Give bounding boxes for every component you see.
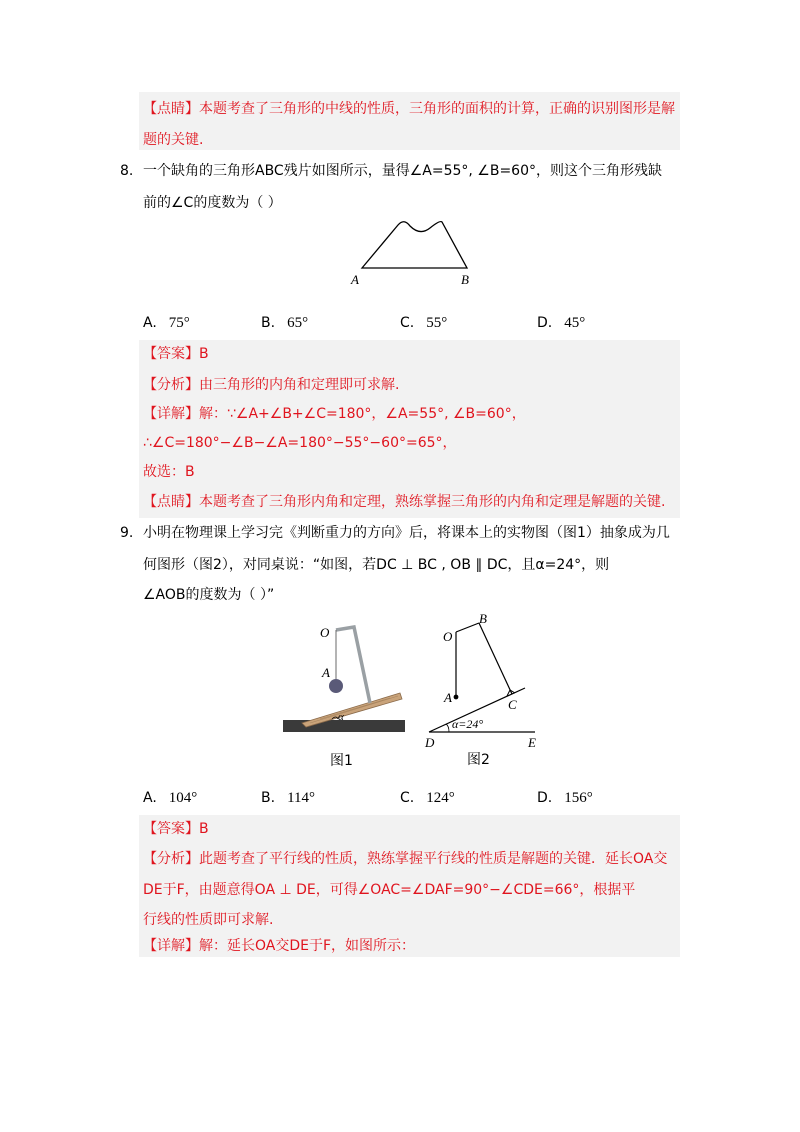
- question-8-stem-line2: 前的∠C的度数为（ ）: [143, 195, 282, 211]
- question-8-comment: 【点睛】本题考查了三角形内角和定理，熟练掌握三角形的内角和定理是解题的关键.: [143, 494, 666, 510]
- broken-triangle-outline: [362, 222, 467, 268]
- label-e: E: [528, 735, 536, 750]
- option-value: 75°: [168, 315, 190, 331]
- label-o: O: [320, 625, 330, 640]
- label-c: C: [508, 697, 517, 712]
- vertex-label-a: A: [351, 272, 359, 287]
- label-a: A: [444, 690, 452, 705]
- segment-ob: [456, 623, 479, 632]
- figure-2-caption: 图2: [467, 752, 490, 768]
- option-letter: B.: [261, 315, 276, 331]
- question-9-analysis-line2: DE于F，由题意得OA ⊥ DE，可得∠OAC=∠DAF=90°−∠CDE=66°，根据平: [143, 882, 636, 898]
- option-letter: B.: [261, 790, 276, 806]
- question-8-stem-line1: 一个缺角的三角形ABC残片如图所示，量得∠A=55°, ∠B=60°，则这个三角形残缺: [143, 163, 662, 179]
- question-8-choice: 故选：B: [143, 464, 195, 480]
- question-9-option-a[interactable]: [143, 788, 197, 808]
- comment-top-line2: 题的关键.: [143, 132, 204, 148]
- question-8-answer: 【答案】B: [143, 346, 209, 362]
- question-9-stem-line1: 小明在物理课上学习完《判断重力的方向》后，将课本上的实物图（图1）抽象成为几: [143, 525, 670, 541]
- option-value: 114°: [287, 790, 316, 806]
- option-letter: C.: [400, 315, 415, 331]
- question-8-detail-line2: ∴∠C=180°−∠B−∠A=180°−55°−60°=65°，: [143, 435, 457, 451]
- option-value: 55°: [426, 315, 448, 331]
- question-9-figure-2: [415, 605, 555, 770]
- label-angle: α=24°: [452, 717, 484, 731]
- option-value: 45°: [564, 315, 586, 331]
- label-alpha: α: [338, 711, 344, 723]
- question-8-detail-line1: 【详解】解：∵∠A+∠B+∠C=180°，∠A=55°, ∠B=60°，: [143, 406, 526, 422]
- question-8-option-c[interactable]: [400, 313, 447, 333]
- point-a-dot: [454, 695, 459, 700]
- option-letter: A.: [143, 315, 157, 331]
- segment-bc: [479, 623, 512, 694]
- option-letter: C.: [400, 790, 415, 806]
- question-9-figure-1: [280, 615, 410, 770]
- question-9-detail-line1: 【详解】解：延长OA交DE于F，如图所示：: [143, 938, 416, 954]
- question-8-option-a[interactable]: [143, 313, 190, 333]
- option-value: 104°: [168, 790, 198, 806]
- question-8-number: 8.: [120, 163, 134, 179]
- label-b: B: [479, 611, 487, 626]
- question-9-analysis-line1: 【分析】此题考查了平行线的性质，熟练掌握平行线的性质是解题的关键．延长OA交: [143, 851, 668, 867]
- stand-rod: [336, 627, 370, 703]
- question-8-option-b[interactable]: [261, 313, 308, 333]
- question-9-stem-line3: ∠AOB的度数为（ ）”: [143, 587, 275, 603]
- question-8-analysis: 【分析】由三角形的内角和定理即可求解.: [143, 377, 400, 393]
- option-letter: D.: [537, 790, 553, 806]
- question-9-option-b[interactable]: [261, 788, 315, 808]
- angle-arc-d: [446, 724, 449, 732]
- option-value: 156°: [564, 790, 593, 806]
- question-9-answer: 【答案】B: [143, 821, 209, 837]
- comment-top-line1: 【点睛】本题考查了三角形的中线的性质，三角形的面积的计算，正确的识别图形是解: [143, 101, 675, 117]
- table-base: [283, 720, 405, 732]
- option-letter: D.: [537, 315, 553, 331]
- question-9-stem-line2: 何图形（图2），对同桌说：“如图，若DC ⊥ BC , OB ∥ DC，且α=24°，则: [143, 557, 610, 573]
- figure-1-caption: 图1: [330, 753, 353, 769]
- question-8-option-d[interactable]: [537, 313, 585, 333]
- question-9-analysis-line3: 行线的性质即可求解.: [143, 912, 274, 928]
- question-9-number: 9.: [120, 525, 134, 541]
- question-9-option-d[interactable]: [537, 788, 593, 808]
- option-letter: A.: [143, 790, 157, 806]
- vertex-label-b: B: [461, 272, 469, 287]
- ramp-grain: [310, 696, 398, 723]
- option-value: 124°: [426, 790, 455, 806]
- pendulum-ball: [329, 679, 343, 693]
- question-8-figure: [340, 212, 490, 292]
- option-value: 65°: [287, 315, 309, 331]
- question-9-option-c[interactable]: [400, 788, 455, 808]
- label-o: O: [443, 629, 453, 644]
- label-d: D: [425, 735, 435, 750]
- label-a: A: [322, 665, 330, 680]
